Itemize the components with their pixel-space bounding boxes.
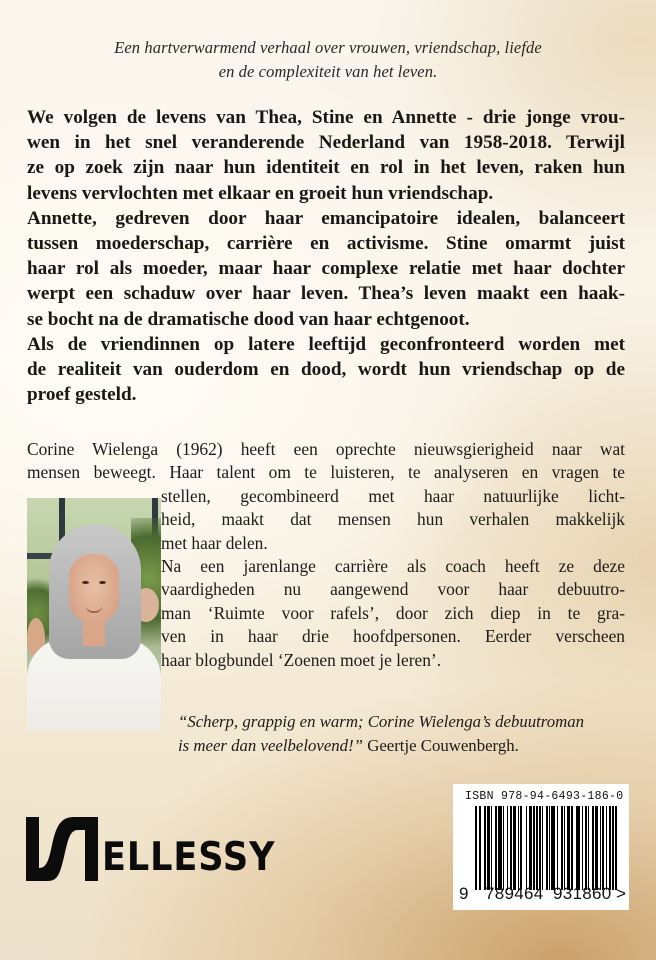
blurb-line: se bocht na de dramatische dood van haar echtgenoot. [27,308,470,330]
tagline [0,36,656,84]
blurb-line: Annette, gedreven door haar emancipatoire idealen, balanceert [27,207,625,229]
ean-left-group: 789464 [485,884,544,903]
blurb-line: haar rol als moeder, maar haar complexe relatie met haar dochter [27,258,625,280]
tagline-line: en de complexiteit van het leven. [218,62,438,81]
ean-first-digit: 9 [459,884,469,903]
photo-face [69,554,119,624]
bio-line: man ‘Ruimte voor rafels’, door zich diep in te gra- [161,602,625,623]
blurb-line: levens vervlochten met elkaar en groeit hun vriendschap. [27,182,494,204]
bio-line: heid, maakt dat mensen hun verhalen makkelijk [161,509,625,530]
bio-line: stellen, gecombineerd met haar natuurlijke licht- [161,485,625,506]
publisher-logo [26,817,295,881]
bio-line: met haar delen. [161,532,268,553]
blurb-line: de realiteit van ouderdom en dood, wordt hun vriendschap op de [27,359,625,381]
tagline-line: Een hartverwarmend verhaal over vrouwen, vriendschap, liefde [114,38,542,57]
blurb-line: Als de vriendinnen op latere leeftijd geconfronteerd worden met [27,333,625,355]
ellessy-wave-mark-icon [26,817,98,881]
book-blurb [27,105,625,407]
photo-eye [99,581,106,584]
barcode-bars [475,806,617,890]
blurb-line: wen in het snel veranderende Nederland van 1958-2018. Terwijl [27,132,625,154]
blurb-line: ze op zoek zijn naar hun identiteit en rol in het leven, raken hun [27,157,625,179]
author-photo [27,498,161,731]
review-quote [178,710,628,758]
isbn-label: ISBN 978-94-6493-186-0 [465,790,624,803]
publisher-name: ELLESSY [102,835,276,880]
bio-line: ven in haar drie hoofdpersonen. Eerder verscheen [161,626,625,647]
blurb-line: werpt een schaduw over haar leven. Thea’s leven maakt een haak- [27,283,625,305]
quote-text: is meer dan veelbelovend!” [178,736,363,755]
quote-attribution: Geertje Couwenbergh. [363,736,519,755]
photo-eye [82,581,89,584]
bio-line: vaardigheden nu aangewend voor haar debuutro- [161,579,625,600]
ean-quiet-zone-arrow: > [616,884,626,903]
blurb-line: tussen moederschap, carrière en activisme. Stine omarmt juist [27,233,625,255]
blurb-line: proef gesteld. [27,384,137,406]
blurb-line: We volgen de levens van Thea, Stine en Annette - drie jonge vrou- [27,107,625,128]
bio-line: Corine Wielenga (1962) heeft een oprechte nieuwsgierigheid naar wat [27,439,625,459]
bio-line: haar blogbundel ‘Zoenen moet je leren’. [161,649,442,670]
isbn-barcode [453,784,629,910]
bio-line: mensen beweegt. Haar talent om te luisteren, te analyseren en vragen te [27,462,625,483]
bio-line: Na een jarenlange carrière als coach heeft ze deze [161,556,625,577]
ean-right-group: 931860 [553,884,612,903]
quote-text: “Scherp, grappig en warm; Corine Wielenga’s debuutroman [178,712,584,731]
